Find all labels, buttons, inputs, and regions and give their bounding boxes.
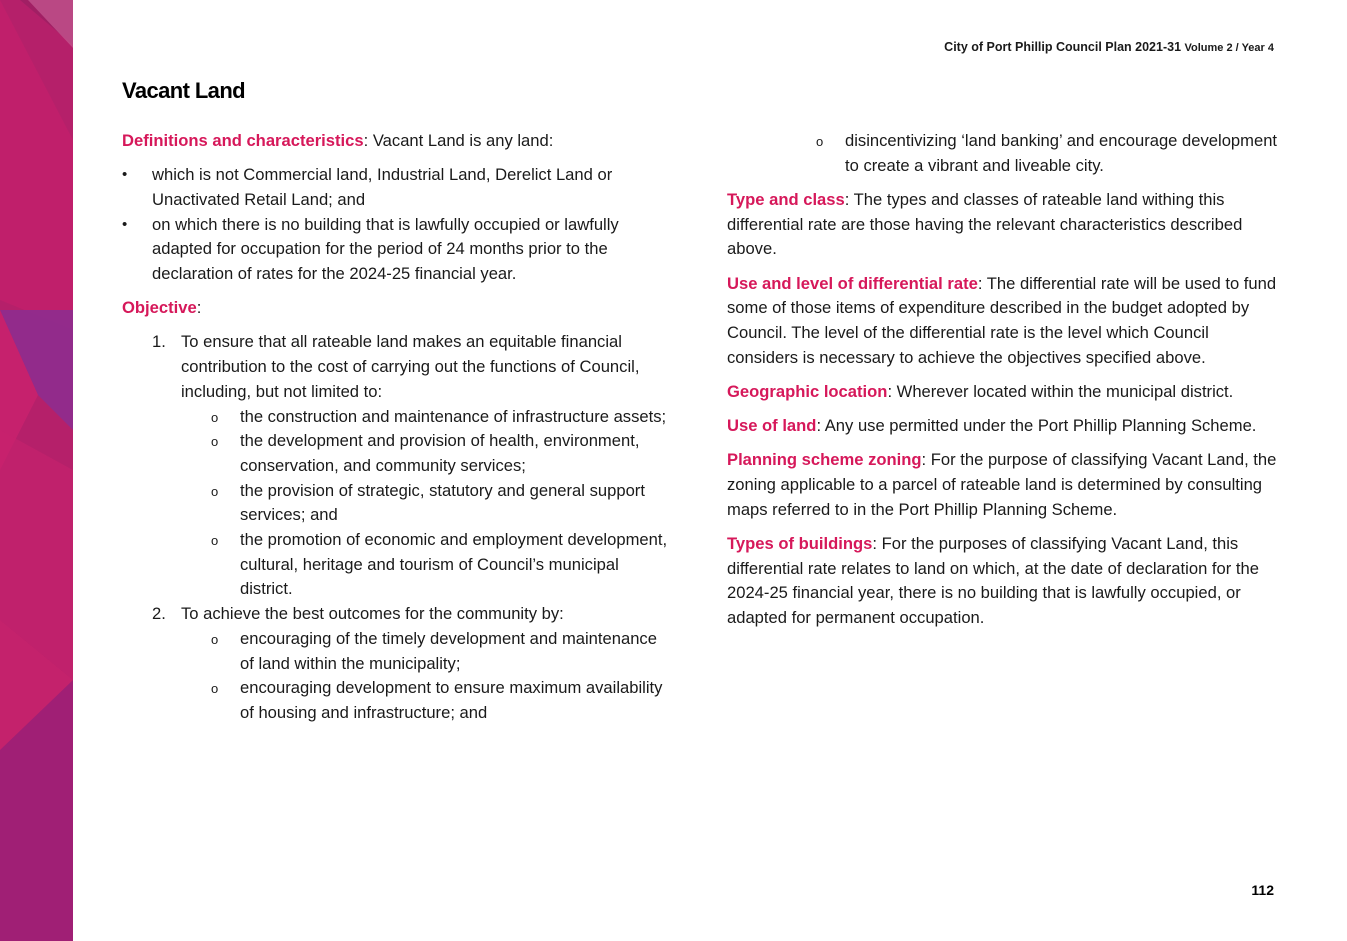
objective-sublist-continued: [727, 129, 1279, 178]
left-column: [122, 129, 672, 726]
section-term: Use of land: [727, 416, 817, 436]
objective-text: :: [196, 298, 202, 318]
objective-item: [152, 602, 672, 726]
page-title: Vacant Land: [122, 78, 245, 103]
section-text: : For the purpose of classifying Vacant Land, the zoning applicable to a parcel of rateable land is determined by consulting maps referred to in the Port Phillip Planning Scheme.: [727, 450, 1277, 519]
section-term: Use and level of differential rate: [727, 273, 978, 293]
section-term: Planning scheme zoning: [727, 450, 922, 470]
objective-term: Objective: [122, 298, 197, 318]
page-number: 112: [1251, 882, 1274, 898]
section-term: Geographic location: [727, 381, 888, 401]
objective-number: 2.: [152, 604, 166, 624]
objective-subitem: o the promotion of economic and employment development, cultural, heritage and tourism of Council’s municipal district.: [211, 528, 672, 602]
objective-paragraph: [122, 296, 672, 321]
decorative-side-band: [0, 0, 73, 941]
type-and-class-paragraph: [727, 188, 1279, 262]
side-band-graphic: [0, 0, 73, 941]
volume-label: Volume 2 / Year 4: [1184, 42, 1274, 54]
definitions-item: • which is not Commercial land, Industrial Land, Derelict Land or Unactivated Retail Land; and: [122, 163, 672, 212]
section-text: : For the purposes of classifying Vacant Land, this differential rate relates to land on which, at the date of declaration for the 2024-25 financial year, there is no building that is lawfully occupied, or adapted for permanent occupation.: [727, 533, 1259, 627]
objective-item-text: To achieve the best outcomes for the community by:: [181, 604, 564, 624]
planning-scheme-zoning-paragraph: [727, 448, 1279, 522]
section-text: : The types and classes of rateable land withing this differential rate are those having the relevant characteristics described above.: [727, 189, 1243, 259]
objective-item-text: To ensure that all rateable land makes an equitable financial contribution to the cost of carrying out the functions of Council, including, but not limited to:: [181, 332, 640, 401]
objective-subitem: o the construction and maintenance of infrastructure assets;: [211, 405, 672, 430]
objective-subitem: o disincentivizing ‘land banking’ and encourage development to create a vibrant and liveable city.: [816, 129, 1279, 178]
objective-number: 1.: [152, 332, 166, 352]
definitions-text: : Vacant Land is any land:: [363, 131, 554, 150]
definitions-item: • on which there is no building that is lawfully occupied or lawfully adapted for occupation for the period of 24 months prior to the declaration of rates for the 2024-25 financial year.: [122, 213, 672, 287]
types-of-buildings-paragraph: [727, 532, 1279, 631]
objective-sublist: [181, 627, 672, 726]
objective-subitem: o encouraging development to ensure maximum availability of housing and infrastructure; and: [211, 676, 672, 725]
objectives-list: [122, 330, 672, 725]
objective-subitem: o the provision of strategic, statutory and general support services; and: [211, 479, 672, 528]
definitions-list: [122, 163, 672, 287]
document-title: City of Port Phillip Council Plan 2021-31: [944, 40, 1182, 54]
running-header: [944, 40, 1274, 54]
section-term: Type and class: [727, 189, 845, 209]
objective-sublist: [181, 405, 672, 603]
section-text: : The differential rate will be used to fund some of those items of expenditure described in the budget adopted by Council. The level of the differential rate is the level which Council considers is necessary to achieve the objectives specified above.: [727, 273, 1277, 367]
right-column: [727, 129, 1279, 640]
use-of-land-paragraph: [727, 414, 1279, 439]
objective-item: [152, 330, 672, 602]
section-text: : Wherever located within the municipal district.: [887, 381, 1234, 401]
definitions-paragraph: [122, 129, 672, 154]
definitions-term: Definitions and characteristics: [122, 131, 364, 150]
section-text: : Any use permitted under the Port Phillip Planning Scheme.: [816, 416, 1257, 436]
objective-subitem: o encouraging of the timely development and maintenance of land within the municipality;: [211, 627, 672, 676]
differential-rate-paragraph: [727, 272, 1279, 371]
geographic-location-paragraph: [727, 380, 1279, 405]
section-term: Types of buildings: [727, 533, 873, 553]
objective-subitem: o the development and provision of health, environment, conservation, and community services;: [211, 429, 672, 478]
